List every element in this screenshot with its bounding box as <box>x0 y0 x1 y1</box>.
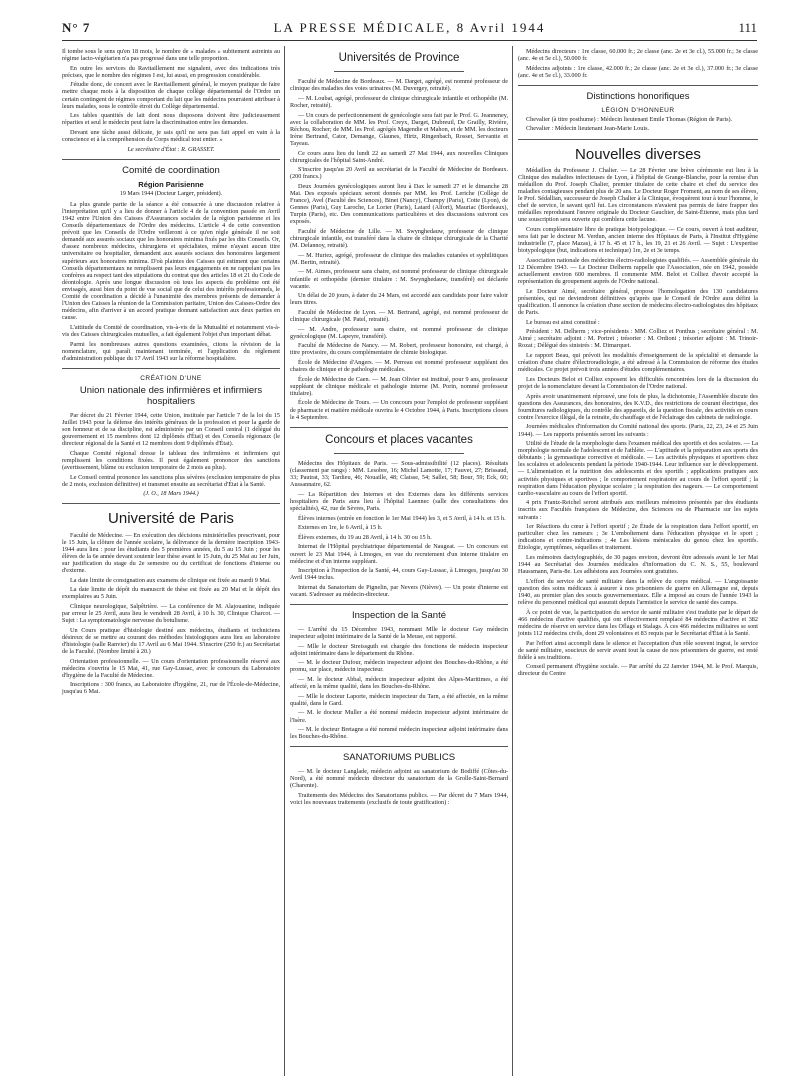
paragraph: Parmi les nombreuses autres questions examinées, citons la révision de la nomenclature, qui paraît maintenant terminée, et l'application du règlement d'administration publique du 17 Avril 1943 sur la réforme hospitalière. <box>62 340 280 362</box>
section-title: Nouvelles diverses <box>575 145 701 163</box>
paragraph: L'effort du service de santé militaire dans la relève du corps médical. — L'angoissante question des soins médicaux à assurer à nos prisonniers de guerre en Allemagne est, depuis 1940, au premier plan des soucis gouvernementaux. Elle a imposé au cours de l'année 1943 la relève du personnel médical qui assurait depuis l'armistice le service de santé des camps. <box>518 577 758 607</box>
paragraph: Faculté de Médecine de Nancy. — M. Robert, professeur honoraire, est chargé, à titre provisoire, du cours complémentaire de chimie biologique. <box>290 342 508 357</box>
paragraph: La date limite de dépôt du manuscrit de thèse est fixée au 20 Mai et le dépôt des exemplaires au 5 Juin. <box>62 586 280 601</box>
column-divider <box>512 46 513 1076</box>
paragraph: — M. le docteur Abbal, médecin inspecteur adjoint des Alpes-Maritimes, a été affecté, en la même qualité, dans les Bouches-du-Rhône. <box>290 676 508 691</box>
paragraph: École de Médecine d'Angers. — M. Perreau est nommé professeur suppléant des chaires de clinique et de pathologie médicales. <box>290 359 508 374</box>
paragraph: Association nationale des médecins électro-radiologistes qualifiés. — Assemblée générale du 12 Décembre 1943. — Le Docteur Delherm rappelle que l'Association, née en 1942, possède actuellement environ 600 membres. Il commente MM. Belot et Colliez d'avoir accepté la représentation du groupement auprès de l'Ordre national. <box>518 256 758 286</box>
section-title: Universités de Province <box>338 52 460 64</box>
paragraph: — M. le docteur Dufour, médecin inspecteur adjoint des Bouches-du-Rhône, a été promu, sur place, médecin inspecteur. <box>290 659 508 674</box>
paragraph: La plus grande partie de la séance a été consacrée à une discussion relative à l'interprétation qu'il y a lieu de donner à l'article 4 de la convention passée en Avril 1942 entre l'Union des Caisses d'Assurances sociales de la région parisienne et les Conseils départementaux de l'Ordre des médecins. L'article 4 de cette convention prévoit que les Conseils de l'Ordre veilleront à ce qu'en règle générale il ne soit demandé aux assurés sociaux que les honoraires minima fixés par les dits Conseils. Or, d'assez nombreux médecins, chirurgiens et spécialistes, même n'ayant aucun titre universitaire ou hospitalier, demandent aux assurés sociaux des honoraires largement supérieurs aux honoraires minima. D'où plaintes des Caisses qui estiment que certains Conseils départementaux ne remplissent pas leurs engagements en ne rappelant pas les confrères au respect tant des stipulations du contrat que des articles 18 et 21 du Code de déontologie. Après une longue discussion où tous les aspects du problème ont été envisagés, aussi bien du point de vue social que de celui des intérêts professionnels, le Comité de coordination a décidé à l'unanimité des membres présents de demander à l'Union des Caisses la réunion de la Commission paritaire, Union des Caisses-Ordre des médecins, afin d'arriver à un accord pratique donnant satisfaction aux deux parties en cause. <box>62 200 280 322</box>
paragraph: — La Répartition des Internes et des Externes dans les différents services hospitaliers de Paris aura lieu à l'hôpital Laennec (salle des consultations des spécialités), 42, rue de Sèvres, Paris. <box>290 490 508 513</box>
section-subtitle: Région Parisienne <box>138 179 204 189</box>
paragraph: — M. Huriez, agrégé, professeur de clinique des maladies cutanées et syphilitiques (M. Bertin, retraité). <box>290 251 508 266</box>
paragraph: Devant une tâche aussi délicate, je sais qu'il ne sera pas fait appel en vain à la conscience et à la compréhension du Corps médical tout entier. » <box>62 128 280 144</box>
issue-number: N° 7 <box>62 20 91 35</box>
section-rule <box>290 604 508 605</box>
signature: Le secrétaire d'État : R. GRASSET. <box>127 145 215 153</box>
paragraph: Les Docteurs Belot et Colliez exposent les difficultés rencontrées lors de la discussion du projet de la nomenclature devant la Commission de l'Ordre national. <box>518 375 758 390</box>
paragraph: S'inscrire jusqu'au 20 Avril au secrétariat de la Faculté de Médecine de Bordeaux. (200 francs.) <box>290 166 508 181</box>
section-subtitle: LÉGION D'HONNEUR <box>601 106 675 114</box>
paragraph: Médecins directeurs : 1re classe, 60.000 fr.; 2e classe (anc. 2e et 3e cl.), 55.000 fr.; 3e classe (anc. 4e et 5e cl.), 50.000 fr. <box>518 48 758 63</box>
paragraph: — Un cours de perfectionnement de gynécologie sera fait par le Prof. G. Jeanneney, avec la collaboration de MM. les Prof. Creyx, Darget, Dubreuil, De Grailly, Rivière, Réchou, Rocher; de MM. les Prof. agrégés Magendie et Mahon, et de MM. les docteurs Irène Bertrand, Cator, Demange, Glaunes, Hirtz, Ringenbach, Rosset, Servantie et Tayeau. <box>290 111 508 147</box>
paragraph: Clinique neurologique, Salpêtrière. — La conférence de M. Alajouanine, indiquée par erreur le 25 Avril, aura lieu le vendredi 28 Avril, à 10 h. 30, Clinique Charcot. — Sujet : La symptomatologie nerveuse du botulisme. <box>62 602 280 625</box>
paragraph: Le rapport Beau, qui prévoit les modalités d'enseignement de la spécialité et demande la création d'une chaire d'électroradiologie, a été adressé à la Commission de réforme des études médicales. Ce projet prévoit trois années d'études complémentaires. <box>518 352 758 374</box>
paragraph: 4 prix Frantz-Reichel seront attribués aux meilleurs mémoires présentés par des étudiants inscrits aux Facultés françaises de Médecine, des Sciences ou de Pharmacie sur les sujets suivants : <box>518 499 758 521</box>
paragraph: J'étudie donc, de concert avec le Ravitaillement général, le moyen pratique de faire mettre chaque mois à la disposition de chaque collège départemental de l'Ordre un certain contingent de régimes comportant du lait que les médecins pourraient attribuer à leurs malades, sous le contrôle étroit du Collège départemental. <box>62 81 280 110</box>
paragraph: L'attitude du Comité de coordination, vis-à-vis de la Mutualité et notamment vis-à-vis des Caisses chirurgicales mutuelles, a fait également l'objet d'un important débat. <box>62 323 280 339</box>
paragraph: Orientation professionnelle. — Un cours d'orientation professionnelle réservé aux médecins s'ouvrira le 15 Mai, 41, rue Gay-Lussac, avec le concours du Laboratoire d'hygiène de la Faculté de Médecine. <box>62 657 280 679</box>
paragraph: Conseil permanent d'hygiène sociale. — Par arrêté du 22 Janvier 1944, M. le Prof. Marquis, directeur du Centre <box>518 663 758 678</box>
paragraph: — M. Aimes, professeur sans chaire, est nommé professeur de clinique chirurgicale infantile et orthopédie (dernier titulaire : M. Swynghedauw, transféré) est déclarée vacante. <box>290 268 508 290</box>
paragraph: — Mlle le docteur Streissguth est chargée des fonctions de médecin inspecteur adjoint intérimaire dans le département du Rhône. <box>290 642 508 657</box>
paragraph: Chevalier (à titre posthume) : Médecin lieutenant Emile Thomas (Région de Paris). <box>526 115 733 123</box>
paragraph: Faculté de Médecine de Lyon. — M. Bertrand, agrégé, est nommé professeur de clinique chirurgicale (M. Patel, retraité). <box>290 308 508 324</box>
paragraph: Utilité de l'étude de la morphologie dans l'examen médical des sportifs et des scolaires. — La morphologie normale de l'adolescent et de l'athlète. — L'aptitude et la préparation aux sports des débutants ; la gymnastique corrective et médicale. — Les activités physiques et sportives chez les scolaires et adolescents pendant la période 1940-1944. Leur influence sur le développement. — L'alimentation et la nutrition des adolescents et des sportifs ; applications pratiques aux activités physiques et sportives ; le comportement respiratoire au cours de l'effort sportif ; la respiration dans l'éducation physique scolaire ; la respiration des nageurs. — Le comportement cardio-vasculaire au cours de l'effort sportif. <box>518 440 758 497</box>
paragraph: Le Conseil central prononce les sanctions plus sévères (exclusion temporaire de plus de 2 mois, exclusion définitive) et transmet ensuite au secrétariat d'État à la Santé. <box>62 473 280 488</box>
paragraph: — Mlle le docteur Laporte, médecin inspecteur du Tarn, a été affectée, en la même qualité, dans le Gard. <box>290 692 508 707</box>
section-rule <box>290 746 508 747</box>
paragraph: Internat du Sanatorium de Pignelin, par Nevers (Nièvre). — Un poste d'interne est vacant. S'adresser au médecin-directeur. <box>290 583 508 598</box>
section-rule <box>62 503 280 504</box>
column-divider <box>284 46 285 1076</box>
section-kicker: CRÉATION D'UNE <box>140 374 202 382</box>
paragraph: Chevalier : Médecin lieutenant Jean-Marie Louis. <box>526 125 650 133</box>
paragraph: Il tombe sous le sens qu'en 18 mois, le nombre de « malades » subitement astreints au régime lacto-végétarien n'a pas progressé dans une telle proportion. <box>62 48 280 63</box>
column-1 <box>62 48 280 698</box>
section-title: Union nationale des infirmières et infirmiers hospitaliers <box>79 384 263 407</box>
paragraph: En outre les services du Ravitaillement me signalent, avec des indications très précises, que le nombre des régimes I est, lui aussi, en progression considérable. <box>62 64 280 79</box>
paragraph: Traitements des Médecins des Sanatoriums publics. — Par décret du 7 Mars 1944, voici les nouveaux traitements (exclusifs de toute gratification) : <box>290 792 508 807</box>
paragraph: La date limite de consignation aux examens de clinique est fixée au mardi 9 Mai. <box>70 576 271 584</box>
paragraph: — M. Loubat, agrégé, professeur de clinique chirurgicale infantile et orthopédie (M. Rocher, retraité). <box>290 94 508 109</box>
paragraph: Inscription à l'inspection de la Santé, 44, cours Gay-Lussac, à Limoges, jusqu'au 30 Avril 1944 inclus. <box>290 567 508 582</box>
paragraph: Ce cours aura lieu du lundi 22 au samedi 27 Mai 1944, aux nouvelles Cliniques chirurgicales de l'hôpital Saint-André. <box>290 149 508 164</box>
section-title: Comité de coordination <box>122 164 220 176</box>
paragraph: — M. Andre, professeur sans chaire, est nommé professeur de clinique gynécologique (M. Lapeyre, transféré). <box>290 325 508 340</box>
section-title: Université de Paris <box>108 510 234 528</box>
paragraph: Chaque Comité régional dresse le tableau des infirmières et infirmiers qui remplissent les conditions fixées. Il peut également prononcer des sanctions (avertissement, blâme ou exclusion temporaire de 2 mois au plus). <box>62 449 280 471</box>
section-title: SANATORIUMS PUBLICS <box>342 752 456 764</box>
section-title: Distinctions honorifiques <box>586 90 690 102</box>
paragraph: Faculté de Médecine de Bordeaux. — M. Darget, agrégé, est nommé professeur de clinique des maladies des voies urinaires (M. Duvergey, retraité). <box>290 78 508 93</box>
paragraph: Externes en 1re, le 6 Avril, à 15 h. <box>298 524 383 532</box>
paragraph: Médaillon du Professeur J. Chalier. — Le 28 Février une brève cérémonie eut lieu à la Clinique des maladies infectieuses de Lyon, à l'hôpital de Grange-Blanche, pour la remise d'un médaillon du Prof. Joseph Chalier, premier titulaire de cette chaire et chef du service des maladies contagieuses pendant plus de 20 ans. Le Docteur Roger Froment, au nom de ses élèves, le Prof. Sédallian, successeur de Joseph Chalier à la Clinique, évoquèrent tour à tour l'homme, le chef de service, le savant qu'il fut. Les circonstances n'avaient pas permis de faire frapper des médailles reproduisant l'œuvre originale du Docteur Gauchier, de Saint-Étienne, mais plus tard une souscription sera ouverte qui comblera cette lacune. <box>518 166 758 224</box>
intro-section <box>62 48 280 153</box>
paragraph: Élèves internes (entrée en fonction le 1er Mai 1944) les 3, et 5 Avril, à 14 h. et 15 h. <box>298 514 506 522</box>
paragraph: — M. le docteur Bretagne a été nommé médecin inspecteur adjoint intérimaire dans les Bouches-du-Rhône. <box>290 726 508 741</box>
paragraph: Élèves externes, du 19 au 28 Avril, à 14 h. 30 ou 15 h. <box>298 533 432 541</box>
section-rule <box>518 85 758 86</box>
paragraph: École de Médecine de Caen. — M. Jean Olivier est institué, pour 9 ans, professeur suppléant de clinique médicale et pathologie interne (M. Porin, nommé professeur titulaire). <box>290 375 508 397</box>
paragraph: Les tables quantités de lait dont nous disposons doivent être judicieusement réparties et seul le médecin peut faire la discrimination entre les demandes. <box>62 112 280 127</box>
paragraph: Un Cours pratique d'histologie destiné aux médecins, étudiants et techniciens désireux de se mettre au courant des méthodes histologiques aura lieu au laboratoire d'histologie (salle Ranvier) du 17 Avril au 6 Mai 1944. S'inscrire (250 fr.) au Secrétariat de la Faculté. (Nombre limité à 20.) <box>62 626 280 656</box>
section-rule <box>290 427 508 428</box>
paragraph: À ce point de vue, la participation du service de santé militaire s'est traduite par le départ de 466 médecins d'active qualifiés, qui ont effectivement remplacé 84 médecins d'active et 382 médecins de réserve en service dans les Oflags et Stalags. À ces 466 médecins militaires se sont joints 112 médecins civils, dont 29 volontaires et 83 requis par le Secrétariat d'État à la Santé. <box>518 608 758 637</box>
section-rule <box>62 368 280 369</box>
header-rule <box>62 40 757 41</box>
paragraph: Inscriptions : 300 francs, au Laboratoire d'hygiène, 21, rue de l'École-de-Médecine, jusqu'au 6 Mai. <box>62 681 280 696</box>
dateline: 19 Mars 1944 (Docteur Largет, président). <box>119 190 223 197</box>
section-rule <box>518 139 758 140</box>
section-rule <box>334 71 465 72</box>
paragraph: Internat de l'Hôpital psychiatrique départemental de Naugeat. — Un concours est ouvert le 23 Mai 1944, à Limoges, en vue du recrutement d'un interne titulaire en médecine et d'un interne suppléant. <box>290 543 508 565</box>
column-2 <box>290 48 508 809</box>
paragraph: — M. le docteur Muller a été nommé médecin inspecteur adjoint intérimaire de l'Isère. <box>290 709 508 724</box>
paragraph: Les mémoires dactylographiés, de 30 pages environ, devront être adressés avant le 1er Mai 1944 au Secrétariat des Journées médicales d'information du C. N. S., 55, boulevard Haussmann, Paris-8e. Les adhésions aux Journées sont gratuites. <box>518 554 758 576</box>
paragraph: Médecins des Hôpitaux de Paris. — Sous-admissibilité (12 places). Résultats (classement par rangs) : MM. Lesobre, 16; Michel Lamotte, 17; Fauvet, 27; Brissaud, 33; Pautrat, 33; Tardieu, 46; Nouaille, 48; Claisse, 54; Sallet, 58; Bour, 59; Eck, 60; Aussannaire, 62. <box>290 459 508 489</box>
section-title: Concours et places vacantes <box>325 433 473 446</box>
paragraph: Après avoir unanimement réprouvé, une fois de plus, la dichotomie, l'Assemblée discute des questions des Assurances, des honoraires, des K.V.D., des restrictions de courant électrique, des fournitures radiologiques, du contrôle des appareils, de la question fiscale, des activités en cours contre l'exercice illégal, de la retraite, du chauffage et de l'éclairage des cabinets de radiologie. <box>518 392 758 421</box>
paragraph: Médecins adjoints : 1re classe, 42.000 fr.; 2e classe (anc. 2e et 3e cl.), 37.000 fr.; 3e classe (anc. 4e et 5e cl.), 33.000 fr. <box>518 64 758 79</box>
paragraph: Le bureau est ainsi constitué : <box>526 318 600 326</box>
page-number: 111 <box>738 20 757 35</box>
section-title: Inspection de la Santé <box>351 610 446 622</box>
paragraph: Deux Journées gynécologiques auront lieu à Dax le samedi 27 et le dimanche 28 Mai. Des exposés spéciaux seront donnés par MM. les Prof. Leriche (Collège de France), Avel (Faculté des Sciences), Binet (Nancy), Champy (Paris), Cotte (Lyon), de Gennes (Paris), Guy Laroche, Le Lorier (Paris), Latard (Alfort), Mauriac (Bordeaux), Turpin (Paris), etc. Des communications particulières et des discussions suivront ces exposés. <box>290 182 508 226</box>
paragraph: Journées médicales d'information du Comité national des sports. (Paris, 22, 23, 24 et 25 Juin 1944). — Les rapports présentés seront les suivants : <box>518 423 758 438</box>
paragraph: 1er Réactions du cœur à l'effort sportif ; 2e Étude de la respiration dans l'effort sportif, en particulier chez les rameurs ; 3e L'emboîtement dans l'éducation physique et le sport ; indications et contre-indications ; 4e Les lésions méniscales du genou chez les sportifs. Étiologie, symptômes, séquelles et traitement. <box>518 523 758 552</box>
paragraph: — M. le docteur Langlade, médecin adjoint au sanatorium de Bodiffé (Côtes-du-Nord), a été nommé médecin directeur du sanatorium de la Grolle-Saint-Bernard (Charente). <box>290 768 508 790</box>
paragraph: École de Médecine de Tours. — Un concours pour l'emploi de professeur suppléant de pharmacie et matière médicale ouvrira le 4 Octobre 1944, à Paris. Inscriptions closes le 4 Septembre. <box>290 399 508 421</box>
source-citation: (J. O., 18 Mars 1944.) <box>143 490 199 498</box>
paragraph: Un délai de 20 jours, à dater du 24 Mars, est accordé aux candidats pour faire valoir leurs titres. <box>290 292 508 307</box>
paragraph: Faculté de Médecine. — En exécution des décisions ministérielles prescrivant, pour le 15 Juin, la clôture de l'année scolaire, la délivrance de la dernière inscription 1943-1944 aura lieu : pour les étudiants des 5 premières années, du 5 au 15 Juin ; pour les élèves de la 6e année devant soutenir leur thèse avant le 15 Juin, du 25 Mai au 1er Juin, sur justification du stage du 2e semestre ou du certificat de fonctions d'interne ou d'externe. <box>62 531 280 575</box>
journal-title: LA PRESSE MÉDICALE, 8 Avril 1944 <box>273 20 546 35</box>
paragraph: — L'arrêté du 15 Décembre 1943, nommant Mlle le docteur Gay médecin inspecteur adjoint intérimaire de la Santé de la Meuse, est rapporté. <box>290 625 508 641</box>
paragraph: Faculté de Médecine de Lille. — M. Swynghedauw, professeur de clinique chirurgicale infantile, est transféré dans la chaire de clinique chirurgicale de la Charité (M. Delannoy, retraité). <box>290 228 508 250</box>
paragraph: Le Docteur Aimé, secrétaire général, propose l'homologation des 130 candidatures présentées, qui ne deviendront définitives qu'après que le Conseil de l'Ordre aura défini la qualification. Il annonce la création d'une section de médecins électro-radiologistes des hôpitaux de Paris. <box>518 287 758 317</box>
paragraph: Cours complémentaire libre de pratique biotypologique. — Ce cours, ouvert à tout auditeur, sera fait par le docteur M. Verdun, ancien interne des Hôpitaux de Paris, à l'Institut d'Hygiène industrielle (7, place Mazas), à 17 h. 45 et 17 h., les 19, 21 et 26 Avril. — Sujet : L'expertise biotypologique (but, indications et technique) 1re, 2e et 3e temps. <box>518 226 758 255</box>
section-rule <box>62 159 280 160</box>
paragraph: Président : M. Delherm ; vice-présidents : MM. Colliez et Ponthus ; secrétaire général : M. Aimé ; secrétaire adjoint : M. Portret ; trésorier : M. Ordioni ; trésorier adjoint : M. Trinoir-Rozat ; Délégué des sinistrés : M. Dimarquet. <box>518 328 758 350</box>
section-rule <box>334 453 465 454</box>
paragraph: Par décret du 21 Février 1944, cette Union, instituée par l'article 7 de la loi du 15 Juillet 1943 pour la défense des intérêts généraux de la profession et pour la garde de son honneur et de sa discipline, est administrée par un Conseil central (1 délégué du gouvernement et 15 membres dont 12 diplômés d'État) et des Conseils régionaux (le directeur régional de la Santé et 12 membres dont 9 diplômés d'État). <box>62 411 280 448</box>
column-3 <box>518 48 758 680</box>
paragraph: Par l'effort ainsi accompli dans le silence et l'acceptation d'un rôle souvent ingrat, le service de santé militaire, soucieux de servir avant tout la cause de nos prisonniers de guerre, est resté fidèle à ses traditions. <box>518 639 758 661</box>
page-header <box>62 20 757 38</box>
